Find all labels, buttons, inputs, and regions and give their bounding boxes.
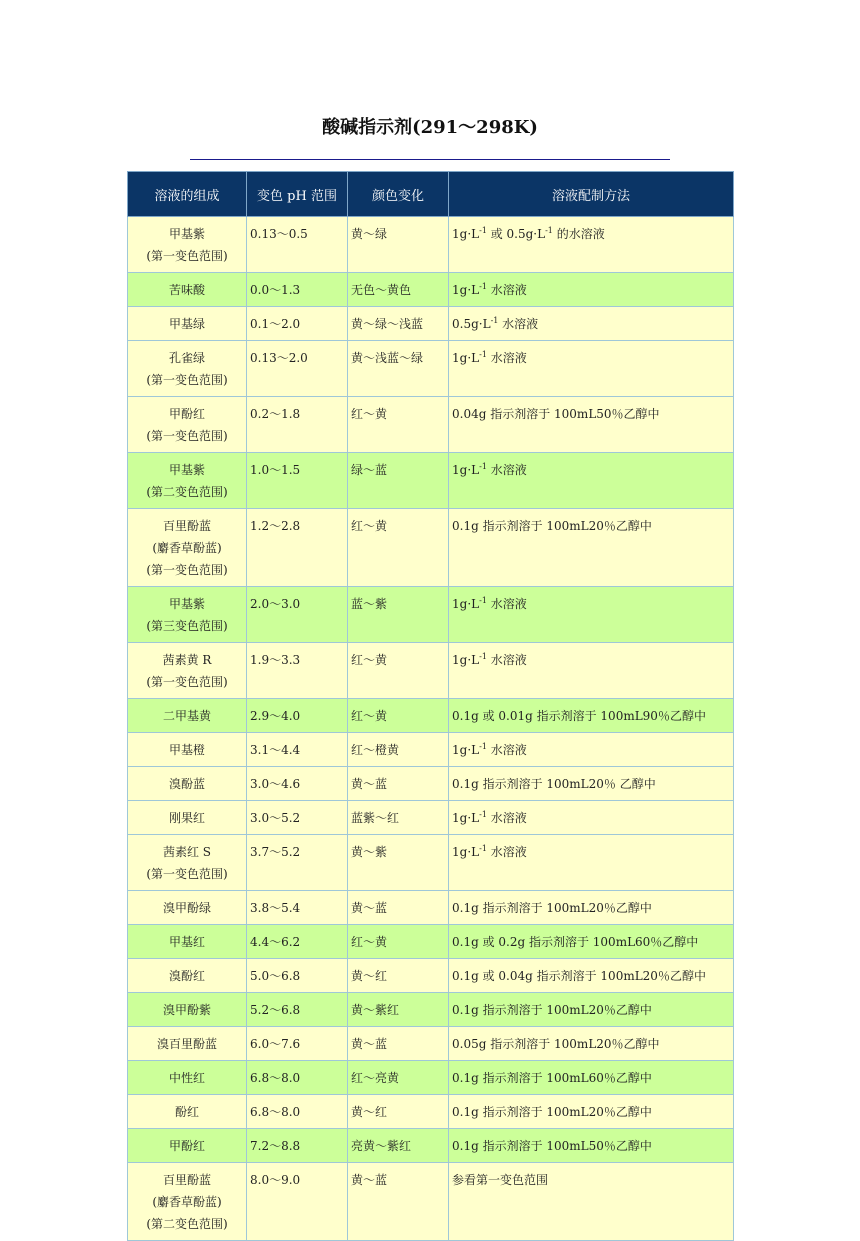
cell-preparation [449, 1163, 734, 1241]
table-row [128, 341, 734, 397]
cell-color-change: 红～亮黄 [348, 1061, 449, 1095]
page-title: 酸碱指示剂(291～298K) [322, 117, 538, 138]
preparation-text: 0.05g 指示剂溶于 100mL20％乙醇中 [452, 1037, 660, 1051]
table-row [128, 801, 734, 835]
cell-composition [128, 699, 247, 733]
header-composition: 溶液的组成 [128, 172, 247, 217]
cell-ph-range: 1.0～1.5 [247, 453, 348, 509]
cell-composition [128, 1027, 247, 1061]
cell-composition [128, 1061, 247, 1095]
preparation-text: 0.1g 或 0.01g 指示剂溶于 100mL90％乙醇中 [452, 709, 706, 723]
cell-ph-range: 2.0～3.0 [247, 587, 348, 643]
composition-line: 溴酚蓝 [168, 777, 205, 791]
preparation-text: 1g·L [452, 463, 480, 477]
cell-preparation [449, 993, 734, 1027]
table-row [128, 959, 734, 993]
cell-preparation [449, 733, 734, 767]
composition-line: 茜素黄 R [162, 653, 212, 667]
cell-preparation [449, 341, 734, 397]
cell-color-change: 亮黄～紫红 [348, 1129, 449, 1163]
superscript: -1 [490, 316, 499, 325]
table-row [128, 1095, 734, 1129]
cell-color-change: 红～黄 [348, 397, 449, 453]
cell-ph-range: 5.0～6.8 [247, 959, 348, 993]
composition-line: 溴甲酚紫 [162, 1003, 211, 1017]
composition-line: 百里酚蓝 [162, 519, 211, 533]
table-body [128, 217, 734, 1241]
composition-line: 酚红 [174, 1105, 199, 1119]
table-row [128, 699, 734, 733]
cell-color-change: 黄～紫 [348, 835, 449, 891]
composition-line: 溴酚红 [168, 969, 205, 983]
composition-line: (第一变色范围) [146, 249, 228, 263]
cell-color-change: 黄～蓝 [348, 891, 449, 925]
cell-composition [128, 959, 247, 993]
preparation-text: 水溶液 [486, 597, 527, 611]
table-row [128, 273, 734, 307]
cell-composition [128, 217, 247, 273]
header-preparation: 溶液配制方法 [449, 172, 734, 217]
preparation-text: 0.5g·L [452, 317, 491, 331]
preparation-text: 0.1g 或 0.2g 指示剂溶于 100mL60％乙醇中 [452, 935, 699, 949]
cell-composition [128, 891, 247, 925]
cell-composition [128, 1129, 247, 1163]
cell-color-change: 黄～绿 [348, 217, 449, 273]
preparation-text: 0.1g 指示剂溶于 100mL20％乙醇中 [452, 519, 652, 533]
cell-preparation [449, 1095, 734, 1129]
superscript: -1 [479, 462, 487, 471]
cell-ph-range: 1.9～3.3 [247, 643, 348, 699]
superscript: -1 [545, 226, 553, 235]
cell-ph-range: 4.4～6.2 [247, 925, 348, 959]
preparation-text: 0.1g 指示剂溶于 100mL50％乙醇中 [452, 1139, 652, 1153]
composition-line: 苦味酸 [168, 283, 205, 297]
cell-preparation [449, 643, 734, 699]
cell-color-change: 红～黄 [348, 643, 449, 699]
cell-preparation [449, 801, 734, 835]
preparation-text: 或 0.5g·L [486, 227, 546, 241]
cell-ph-range: 6.8～8.0 [247, 1095, 348, 1129]
composition-line: (第一变色范围) [146, 563, 228, 577]
composition-line: (麝香草酚蓝) [152, 1195, 222, 1209]
composition-line: (第三变色范围) [146, 619, 228, 633]
composition-line: 甲基紫 [168, 597, 205, 611]
cell-composition [128, 509, 247, 587]
composition-line: 溴百里酚蓝 [156, 1037, 217, 1051]
preparation-text: 水溶液 [486, 463, 527, 477]
cell-ph-range: 1.2～2.8 [247, 509, 348, 587]
cell-color-change: 红～黄 [348, 699, 449, 733]
composition-line: 甲基红 [168, 935, 205, 949]
cell-color-change: 黄～紫红 [348, 993, 449, 1027]
cell-preparation [449, 1129, 734, 1163]
superscript: -1 [479, 596, 487, 605]
composition-line: 孔雀绿 [168, 351, 205, 365]
cell-ph-range: 0.13～0.5 [247, 217, 348, 273]
preparation-text: 参看第一变色范围 [452, 1173, 549, 1187]
preparation-text: 水溶液 [486, 283, 527, 297]
preparation-text: 1g·L [452, 845, 480, 859]
cell-preparation [449, 835, 734, 891]
preparation-text: 水溶液 [486, 351, 527, 365]
table-row [128, 733, 734, 767]
composition-line: (第二变色范围) [146, 485, 228, 499]
cell-composition [128, 643, 247, 699]
cell-color-change: 绿～蓝 [348, 453, 449, 509]
cell-composition [128, 993, 247, 1027]
cell-preparation [449, 273, 734, 307]
cell-preparation [449, 587, 734, 643]
cell-color-change: 红～橙黄 [348, 733, 449, 767]
preparation-text: 1g·L [452, 351, 480, 365]
table-row [128, 509, 734, 587]
composition-line: 甲酚红 [168, 1139, 205, 1153]
cell-composition [128, 1095, 247, 1129]
header-ph-range: 变色 pH 范围 [247, 172, 348, 217]
cell-preparation [449, 217, 734, 273]
table-row [128, 587, 734, 643]
cell-color-change: 黄～蓝 [348, 1163, 449, 1241]
cell-ph-range: 7.2～8.8 [247, 1129, 348, 1163]
superscript: -1 [479, 810, 487, 819]
composition-line: (第一变色范围) [146, 867, 228, 881]
table-row [128, 767, 734, 801]
cell-color-change: 黄～蓝 [348, 1027, 449, 1061]
cell-color-change: 黄～蓝 [348, 767, 449, 801]
cell-ph-range: 0.1～2.0 [247, 307, 348, 341]
preparation-text: 的水溶液 [552, 227, 605, 241]
preparation-text: 0.04g 指示剂溶于 100mL50％乙醇中 [452, 407, 660, 421]
preparation-text: 0.1g 指示剂溶于 100mL20％ 乙醇中 [452, 777, 656, 791]
composition-line: 甲酚红 [168, 407, 205, 421]
cell-composition [128, 453, 247, 509]
cell-color-change: 黄～绿～浅蓝 [348, 307, 449, 341]
cell-ph-range: 6.0～7.6 [247, 1027, 348, 1061]
composition-line: 二甲基黄 [162, 709, 211, 723]
superscript: -1 [479, 282, 487, 291]
cell-color-change: 蓝～紫 [348, 587, 449, 643]
cell-preparation [449, 767, 734, 801]
cell-preparation [449, 1061, 734, 1095]
preparation-text: 水溶液 [486, 811, 527, 825]
cell-preparation [449, 925, 734, 959]
superscript: -1 [479, 844, 487, 853]
superscript: -1 [479, 652, 487, 661]
preparation-text: 水溶液 [486, 743, 527, 757]
preparation-text: 1g·L [452, 283, 480, 297]
cell-composition [128, 307, 247, 341]
cell-ph-range: 0.2～1.8 [247, 397, 348, 453]
superscript: -1 [479, 742, 487, 751]
header-color-change: 颜色变化 [348, 172, 449, 217]
preparation-text: 1g·L [452, 743, 480, 757]
cell-preparation [449, 397, 734, 453]
cell-color-change: 无色～黄色 [348, 273, 449, 307]
composition-line: 甲基紫 [168, 463, 205, 477]
preparation-text: 1g·L [452, 227, 480, 241]
composition-line: 溴甲酚绿 [162, 901, 211, 915]
cell-preparation [449, 453, 734, 509]
composition-line: 刚果红 [168, 811, 205, 825]
composition-line: 茜素红 S [162, 845, 212, 859]
cell-preparation [449, 959, 734, 993]
cell-ph-range: 2.9～4.0 [247, 699, 348, 733]
composition-line: (麝香草酚蓝) [152, 541, 222, 555]
preparation-text: 0.1g 指示剂溶于 100mL20％乙醇中 [452, 1105, 652, 1119]
cell-composition [128, 273, 247, 307]
composition-line: 甲基绿 [168, 317, 205, 331]
cell-color-change: 黄～浅蓝～绿 [348, 341, 449, 397]
table-row [128, 397, 734, 453]
cell-composition [128, 835, 247, 891]
preparation-text: 1g·L [452, 597, 480, 611]
table-row [128, 925, 734, 959]
table-row [128, 217, 734, 273]
cell-composition [128, 733, 247, 767]
table-row [128, 1163, 734, 1241]
composition-line: 甲基紫 [168, 227, 205, 241]
table-row [128, 1027, 734, 1061]
cell-color-change: 红～黄 [348, 925, 449, 959]
table-row [128, 307, 734, 341]
cell-ph-range: 6.8～8.0 [247, 1061, 348, 1095]
table-row [128, 891, 734, 925]
cell-color-change: 黄～红 [348, 959, 449, 993]
cell-color-change: 黄～红 [348, 1095, 449, 1129]
preparation-text: 1g·L [452, 811, 480, 825]
cell-preparation [449, 699, 734, 733]
cell-ph-range: 3.0～5.2 [247, 801, 348, 835]
preparation-text: 0.1g 或 0.04g 指示剂溶于 100mL20％乙醇中 [452, 969, 706, 983]
superscript: -1 [479, 350, 487, 359]
cell-ph-range: 3.1～4.4 [247, 733, 348, 767]
cell-composition [128, 801, 247, 835]
composition-line: 百里酚蓝 [162, 1173, 211, 1187]
indicator-table [127, 171, 734, 1241]
preparation-text: 0.1g 指示剂溶于 100mL20％乙醇中 [452, 901, 652, 915]
cell-preparation [449, 891, 734, 925]
composition-line: (第一变色范围) [146, 373, 228, 387]
preparation-text: 水溶液 [486, 845, 527, 859]
cell-ph-range: 3.7～5.2 [247, 835, 348, 891]
table-header-row [128, 172, 734, 217]
superscript: -1 [479, 226, 487, 235]
cell-composition [128, 587, 247, 643]
cell-color-change: 蓝紫～红 [348, 801, 449, 835]
table-row [128, 993, 734, 1027]
composition-line: (第一变色范围) [146, 429, 228, 443]
cell-ph-range: 0.13～2.0 [247, 341, 348, 397]
cell-ph-range: 5.2～6.8 [247, 993, 348, 1027]
cell-ph-range: 0.0～1.3 [247, 273, 348, 307]
cell-composition [128, 397, 247, 453]
preparation-text: 水溶液 [486, 653, 527, 667]
cell-ph-range: 3.0～4.6 [247, 767, 348, 801]
composition-line: (第一变色范围) [146, 675, 228, 689]
table-row [128, 1129, 734, 1163]
cell-composition [128, 341, 247, 397]
preparation-text: 水溶液 [498, 317, 539, 331]
table-row [128, 835, 734, 891]
cell-composition [128, 925, 247, 959]
cell-preparation [449, 1027, 734, 1061]
cell-color-change: 红～黄 [348, 509, 449, 587]
table-row [128, 643, 734, 699]
composition-line: (第二变色范围) [146, 1217, 228, 1231]
cell-composition [128, 767, 247, 801]
cell-ph-range: 8.0～9.0 [247, 1163, 348, 1241]
preparation-text: 0.1g 指示剂溶于 100mL60％乙醇中 [452, 1071, 652, 1085]
cell-preparation [449, 307, 734, 341]
table-row [128, 453, 734, 509]
composition-line: 甲基橙 [168, 743, 205, 757]
cell-ph-range: 3.8～5.4 [247, 891, 348, 925]
composition-line: 中性红 [168, 1071, 205, 1085]
table-row [128, 1061, 734, 1095]
cell-composition [128, 1163, 247, 1241]
preparation-text: 0.1g 指示剂溶于 100mL20％乙醇中 [452, 1003, 652, 1017]
title-underline [190, 159, 670, 160]
preparation-text: 1g·L [452, 653, 480, 667]
cell-preparation [449, 509, 734, 587]
